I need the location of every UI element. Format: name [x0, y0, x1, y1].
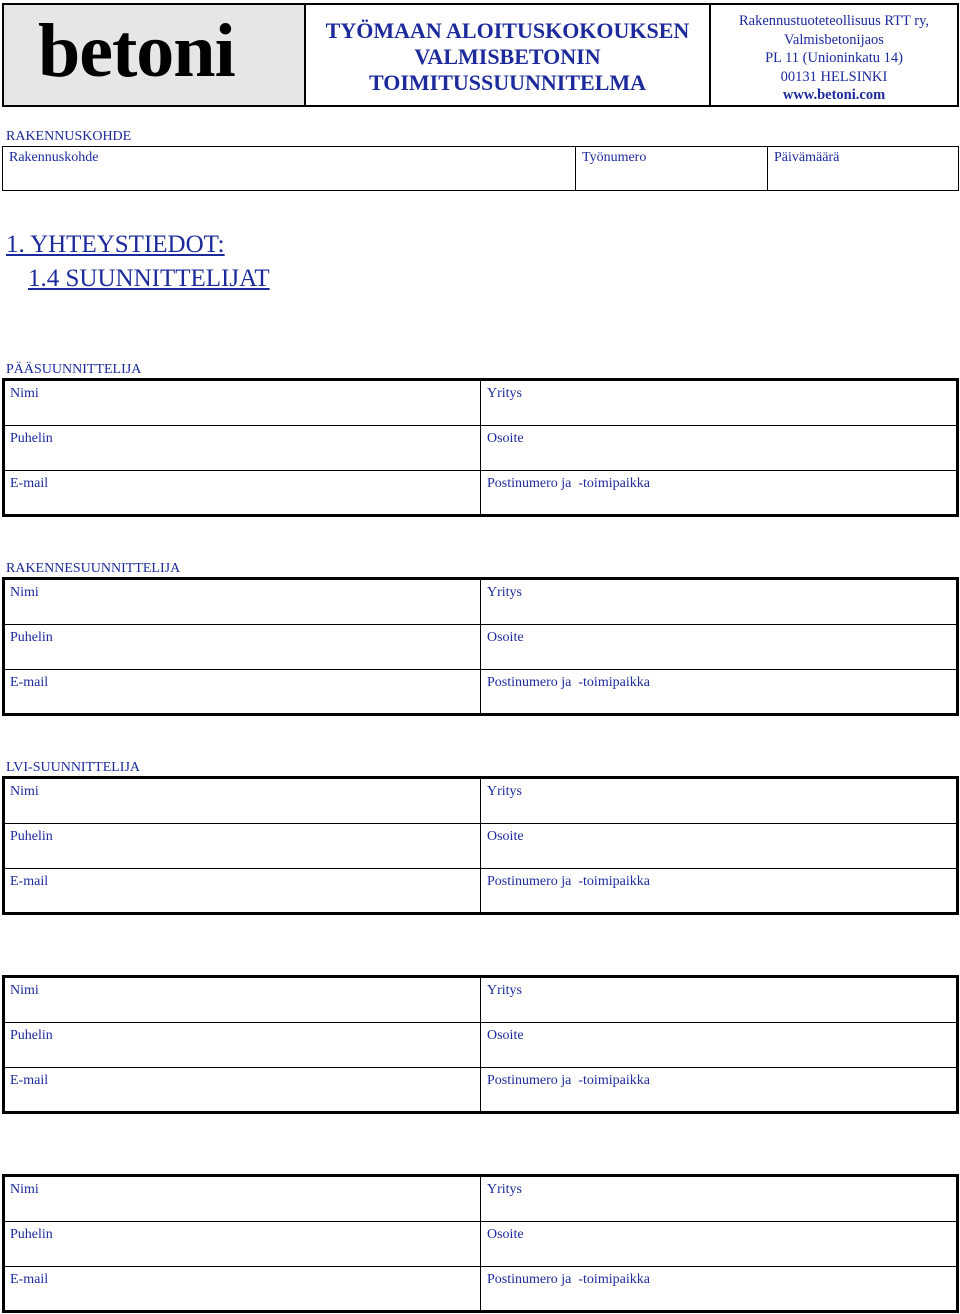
row-divider [5, 425, 956, 426]
nimi-field[interactable]: Nimi [10, 1182, 39, 1197]
contact-line: 00131 HELSINKI [780, 68, 888, 85]
designer-group-heading: PÄÄSUUNNITTELIJA [6, 362, 142, 377]
title-line: TOIMITUSSUUNNITELMA [368, 70, 647, 95]
designer-contact-table [2, 776, 959, 915]
row-divider [5, 1266, 956, 1267]
contact-line: Valmisbetonijaos [784, 31, 884, 48]
postinumero-field[interactable]: Postinumero ja -toimipaikka [487, 1073, 650, 1088]
row-divider [5, 1022, 956, 1023]
row-divider [5, 669, 956, 670]
designer-group-heading: RAKENNESUUNNITTELIJA [6, 561, 181, 576]
yritys-field[interactable]: Yritys [487, 585, 522, 600]
designer-contact-table [2, 975, 959, 1114]
designer-contact-table [2, 577, 959, 716]
contact-line: Rakennustuoteteollisuus RTT ry, [738, 13, 930, 29]
row-divider [5, 868, 956, 869]
nimi-field[interactable]: Nimi [10, 585, 39, 600]
section-subtitle: 1.4 SUUNNITTELIJAT [28, 265, 270, 292]
column-divider [480, 1177, 481, 1310]
logo-cell [4, 5, 306, 105]
osoite-field[interactable]: Osoite [487, 1227, 524, 1242]
column-divider [480, 381, 481, 514]
yritys-field[interactable]: Yritys [487, 784, 522, 799]
document-header [2, 3, 959, 107]
puhelin-field[interactable]: Puhelin [10, 1227, 53, 1242]
document-title [306, 5, 711, 105]
postinumero-field[interactable]: Postinumero ja -toimipaikka [487, 874, 650, 889]
rakennuskohde-heading: RAKENNUSKOHDE [6, 129, 132, 144]
website-link[interactable]: www.betoni.com [782, 87, 886, 103]
email-field[interactable]: E-mail [10, 1272, 49, 1287]
osoite-field[interactable]: Osoite [487, 630, 524, 645]
osoite-field[interactable]: Osoite [487, 1028, 524, 1043]
nimi-field[interactable]: Nimi [10, 784, 39, 799]
betoni-logo: betoni [38, 9, 235, 93]
column-divider [480, 580, 481, 713]
puhelin-field[interactable]: Puhelin [10, 630, 53, 645]
rakennuskohde-field[interactable]: Rakennuskohde [3, 147, 576, 190]
osoite-field[interactable]: Osoite [487, 431, 524, 446]
rakennuskohde-table [2, 146, 959, 191]
postinumero-field[interactable]: Postinumero ja -toimipaikka [487, 1272, 650, 1287]
postinumero-field[interactable]: Postinumero ja -toimipaikka [487, 476, 650, 491]
contact-line: PL 11 (Unioninkatu 14) [765, 50, 903, 66]
nimi-field[interactable]: Nimi [10, 386, 39, 401]
row-divider [5, 470, 956, 471]
puhelin-field[interactable]: Puhelin [10, 829, 53, 844]
email-field[interactable]: E-mail [10, 874, 49, 889]
column-divider [480, 779, 481, 912]
puhelin-field[interactable]: Puhelin [10, 431, 53, 446]
row-divider [5, 823, 956, 824]
email-field[interactable]: E-mail [10, 675, 49, 690]
puhelin-field[interactable]: Puhelin [10, 1028, 53, 1043]
publisher-contact [711, 5, 957, 105]
email-field[interactable]: E-mail [10, 1073, 49, 1088]
nimi-field[interactable]: Nimi [10, 983, 39, 998]
yritys-field[interactable]: Yritys [487, 983, 522, 998]
row-divider [5, 1221, 956, 1222]
section-title: 1. YHTEYSTIEDOT: [6, 231, 225, 258]
osoite-field[interactable]: Osoite [487, 829, 524, 844]
paivamaara-field[interactable]: Päivämäärä [774, 150, 840, 165]
designer-contact-table [2, 378, 959, 517]
column-divider [480, 978, 481, 1111]
row-divider [5, 1067, 956, 1068]
yritys-field[interactable]: Yritys [487, 1182, 522, 1197]
yritys-field[interactable]: Yritys [487, 386, 522, 401]
designer-contact-table [2, 1174, 959, 1313]
row-divider [5, 624, 956, 625]
title-line: VALMISBETONIN [414, 44, 601, 69]
designer-group-heading: LVI-SUUNNITTELIJA [6, 760, 141, 775]
title-line: TYÖMAAN ALOITUSKOKOUKSEN [325, 18, 690, 43]
postinumero-field[interactable]: Postinumero ja -toimipaikka [487, 675, 650, 690]
email-field[interactable]: E-mail [10, 476, 49, 491]
tyonumero-field[interactable]: Työnumero [576, 147, 768, 190]
